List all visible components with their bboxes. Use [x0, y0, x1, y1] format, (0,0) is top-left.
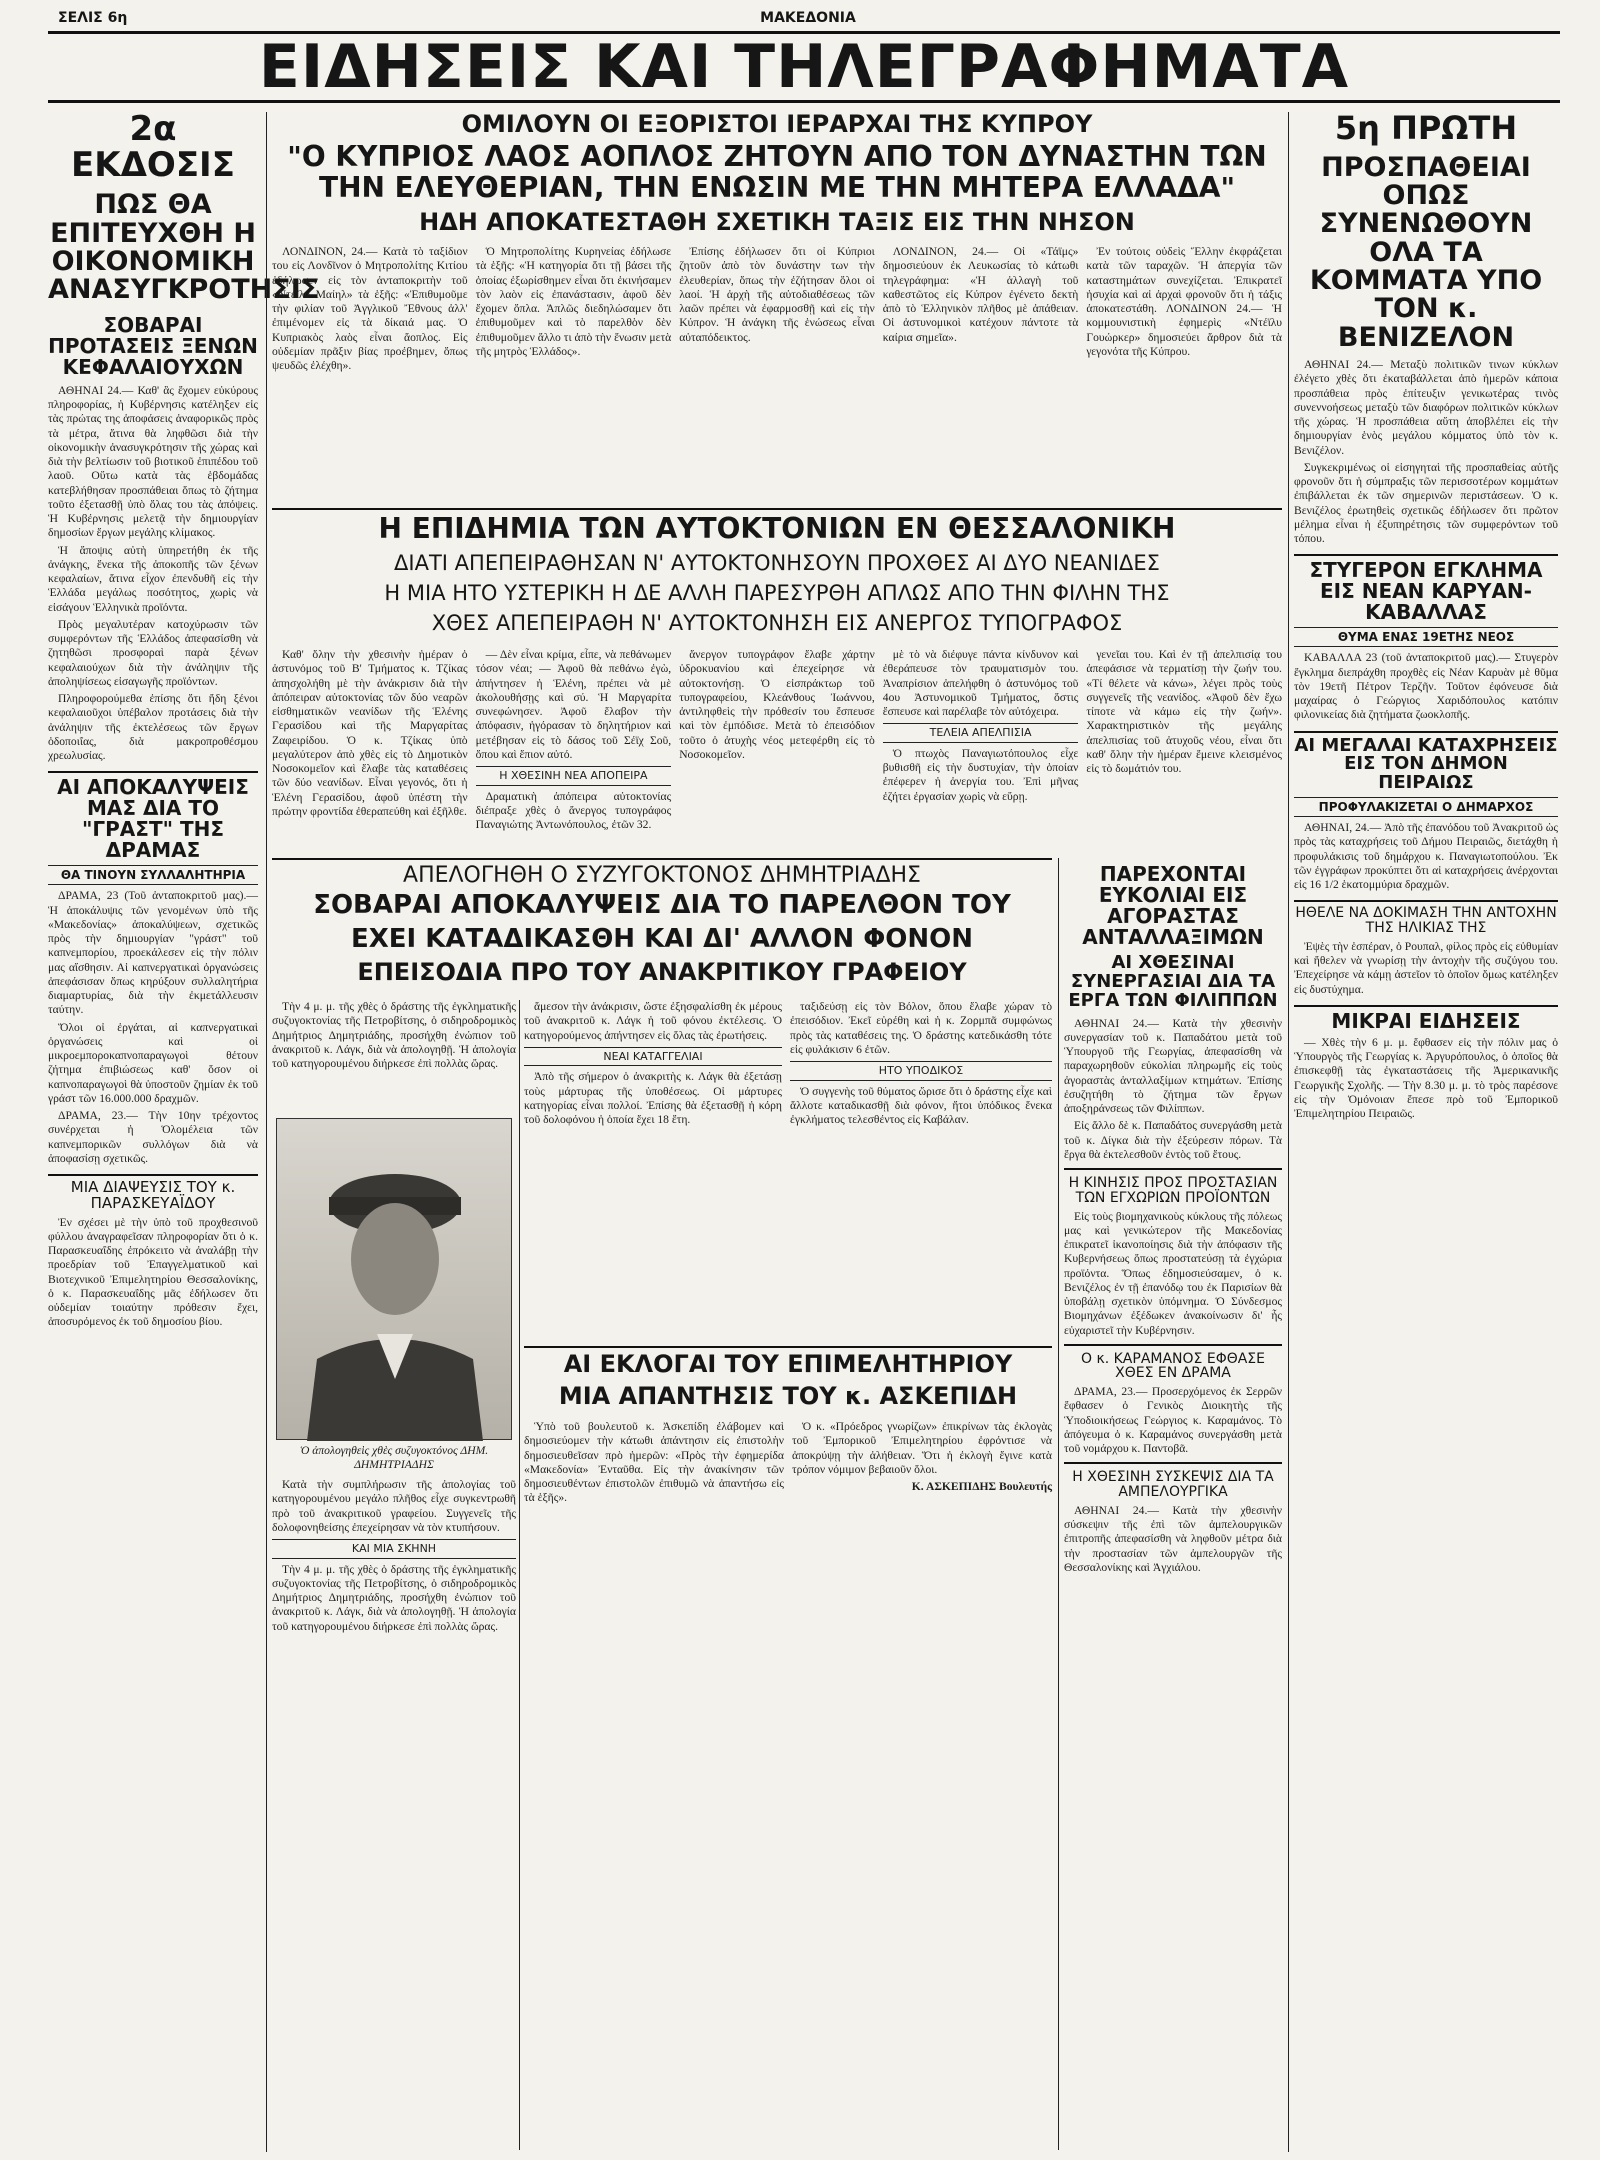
cyprus-headline-2: "Ο ΚΥΠΡΙΟΣ ΛΑΟΣ ΑΟΠΛΟΣ ΖΗΤΟΥΝ ΑΠΟ ΤΟΝ ΔΥΝΑΣΤΗΝ ΤΩΝ ΤΗΝ ΕΛΕΥΘΕΡΙΑΝ, ΤΗΝ ΕΝΩΣΙΝ ΜΕ ΤΗΝ ΜΗΤΕΡΑ ΕΛΛΑΔΑ": [287, 140, 1267, 204]
left-headline-1: ΠΩΣ ΘΑ ΕΠΙΤΕΥΧΘΗ Η ΟΙΚΟΝΟΜΙΚΗ ΑΝΑΣΥΓΚΡΟΤΗΣΙΣ: [48, 189, 320, 306]
subheading: ΚΑΙ ΜΙΑ ΣΚΗΝΗ: [272, 1539, 516, 1559]
cyprus-col: [1086, 245, 1282, 503]
edition-label: 2α ΕΚΔΟΣΙΣ: [71, 109, 235, 185]
paragraph: Ὁ συγγενὴς τοῦ θύματος ὥρισε ὅτι ὁ δράστης εἶχε καὶ ἄλλοτε καταδικασθῇ διὰ φόνον, ἤτοι ὑπόδικος ἕνεκα ἐγκλήματος τελεσθέντος εἰς Καβάλαν.: [790, 1084, 1052, 1127]
center-right-column: [1064, 864, 1282, 2152]
left-subheadline-2: ΘΑ ΤΙΝΟΥΝ ΣΥΛΛΑΛΗΤΗΡΙΑ: [48, 865, 258, 885]
paragraph: Ἀπὸ τῆς σήμερον ὁ ἀνακριτὴς κ. Λάγκ θὰ ἐξετάσῃ τοὺς μάρτυρας τῆς ὑποθέσεως. Οἱ μάρτυρες κατηγορίας εἶναι πολλοί. Ἐπίσης θὰ ἐξετασθῇ ἡ κόρη τοῦ δολοφόνου ἡ ὁποία ἔχει 18 ἔτη.: [524, 1070, 782, 1127]
suicide-headline-4: ΧΘΕΣ ΑΠΕΠΕΙΡΑΘΗ Ν' ΑΥΤΟΚΤΟΝΗΣΗ ΕΙΣ ΑΝΕΡΓΟΣ ΤΥΠΟΓΡΑΦΟΣ: [431, 611, 1123, 635]
murder-article-col1: [272, 1000, 516, 1115]
left-article-1: [48, 384, 258, 764]
left-column: [48, 109, 320, 2152]
column-rule: [1288, 112, 1289, 2152]
paragraph: — Χθὲς τὴν 6 μ. μ. ἔφθασεν εἰς τὴν πόλιν μας ὁ Ὑπουργὸς τῆς Γεωργίας κ. Ἀργυρόπουλος, ὁ ὁποῖος θὰ ἐπισκεφθῇ τὰς ἐγκαταστάσεις τῆς Ἀμερικανικῆς Γεωργικῆς Σχολῆς. — Τὴν 8.30 μ. μ. τὸ τρὸς παρέσονε εἰς τὴν Ὁμόνοιαν ἔπεσε πρὸ τοῦ Ἐμπορικοῦ Ἐπιμελητηρίου Πειραιῶς.: [1294, 1035, 1558, 1121]
portrait-illustration: [277, 1119, 513, 1441]
paragraph: Εἰς τοὺς βιομηχανικοὺς κύκλους τῆς πόλεως μας καὶ γενικώτερον τῆς Μακεδονίας ἐπικρατεῖ ἱκανοποίησις διὰ τὴν ἀπόφασιν τῆς Κυβερνήσεως ὅπως προστατεύσῃ τὰ ἐγχώρια προϊόντα. Ὅπως ἐδημοσιεύσαμεν, ὁ κ. Βενιζέλος ἐν τῇ ἐπανόδῳ του ἐκ Παρισίων θὰ ὑποβάλῃ σχετικὸν ὑπόμνημα. Ὁ Σύνδεσμος Βιομηχάνων ἐξέδωκεν ἀνακοίνωσιν δι' ἧς εὐχαριστεῖ τὴν Κυβέρνησιν.: [1064, 1209, 1282, 1337]
paragraph: Τὴν 4 μ. μ. τῆς χθὲς ὁ δράστης τῆς ἐγκληματικῆς συζυγοκτονίας τῆς Πετροβίτσης, ὁ σιδηροδρομικὸς Δημήτριος Δημητριάδης, προσήχθη ἐνώπιον τοῦ ἀνακριτοῦ κ. Λάγκ, διὰ νὰ ἀπολογηθῇ. Ἡ ἀπολογία τοῦ κατηγορουμένου διήρκεσε ἐπὶ πολλὰς ὥρας.: [272, 1000, 516, 1070]
suicide-headline-3: Η ΜΙΑ ΗΤΟ ΥΣΤΕΡΙΚΗ Η ΔΕ ΑΛΛΗ ΠΑΡΕΣΥΡΘΗ ΑΠΛΩΣ ΑΠΟ ΤΗΝ ΦΙΛΗΝ ΤΗΣ: [384, 581, 1170, 605]
paragraph: ΑΘΗΝΑΙ, 24.— Ἀπὸ τῆς ἐπανόδου τοῦ Ἀνακριτοῦ ὡς πρὸς τὰς καταχρήσεις τοῦ Δήμου Πειραιῶς, διετάχθη ἡ προφυλάκισις τοῦ δημάρχου κ. Παναγιωτοπούλου. Ἐκ τῶν ἐγγράφων προκύπτει ὅτι αἱ καταχρήσεις ἀνέρχονται εἰς 16 1/2 ἑκατομμύρια δραχμῶν.: [1294, 821, 1558, 892]
suicide-col: [272, 648, 468, 853]
paragraph: ΚΑΒΑΛΛΑ 23 (τοῦ ἀνταποκριτοῦ μας).— Στυγερὸν ἔγκλημα διεπράχθη προχθὲς εἰς Νέαν Καρυὰν μὲ θῦμα τὸν 19ετῆ Πέτρον Τερζῆν. Τοῦτον ἐφόνευσε διὰ μαχαίρας ὁ Γεώργιος Χαριδόπουλος κατόπιν φιλονικείας διὰ ζητήματα ζωοκλοπῆς.: [1294, 651, 1558, 722]
vine-article: [1064, 1504, 1282, 1575]
paragraph: Ἡ ἄποψις αὐτὴ ὑπηρετήθη ἐκ τῆς ἀνάγκης, ἕνεκα τῆς ἀποκοπῆς τῶν ξένων κεφαλαίων, ἅτινα εἶχον ἐπενδυθῆ εἰς τὴν Ἑλλάδα μεγάλως ποσότητος, χωρὶς νὰ εἰσάγουν Ἑλληνικὰ προϊόντα.: [48, 543, 258, 614]
paragraph: Καθ' ὅλην τὴν χθεσινὴν ἡμέραν ὁ ἀστυνόμος τοῦ Β' Τμήματος κ. Τζίκας ἀπησχολήθη μὲ τὴν ἀνάκρισιν διὰ τὴν ἀπόπειραν αὐτοκτονίας τῶν δύο νεαρῶν εἰσθηματικῶν νεανίδων τῆς Ἑλένης Γερασίδου καὶ τῆς Μαργαρίτας Ζαφειρίδου. Ὁ κ. Τζίκας ὑπὸ μεγαλύτερον ἀπὸ χθὲς εἰς τὸ Δημοτικὸν Νοσοκομεῖον καὶ ἔλαβε τὰς καταθέσεις τῶν δύο νεανίδων. Εἶναι γεγονός, ὅτι ἡ Ἑλένη Γερασίδου, ἀφοῦ ὑπέστη τὴν πρώτην φροντίδα ἐθεραπεύθη καὶ ἐξῆλθε.: [272, 648, 468, 818]
cyprus-col: [476, 245, 672, 503]
paragraph: Ὁ Μητροπολίτης Κυρηνείας ἐδήλωσε τὰ ἑξῆς: «Ἡ κατηγορία ὅτι τῇ βάσει τῆς ὁποίας ἐξωρίσθημεν εἶναι ὅτι ἐκινήσαμεν τὸν λαὸν εἰς ἐπανάστασιν, ἀφοῦ δὲν ἔχομεν ὅπλα. Ἁπλῶς διεδηλώσαμεν ὅτι ἐπιθυμοῦμεν καὶ τὸ παρελθὸν δὲν ἐπιθυμοῦμεν ἄλλο τι ἀπὸ τὴν ἕνωσιν μετὰ τῆς μητρὸς Ἑλλάδος».: [475, 245, 672, 358]
paragraph: Εἰς ἄλλο δὲ κ. Παπαδάτος συνεργάσθη μετὰ τοῦ κ. Δίγκα διὰ τὴν ἐξεύρεσιν πόρων. Τὰ ἔργα θὰ ἐκτελεσθοῦν ἐντὸς τοῦ ἔτους.: [1064, 1119, 1282, 1161]
left-headline-2: ΑΙ ΑΠΟΚΑΛΥΨΕΙΣ ΜΑΣ ΔΙΑ ΤΟ "ΓΡΑΣΤ" ΤΗΣ ΔΡΑΜΑΣ: [57, 775, 249, 863]
suicide-col: [883, 648, 1079, 853]
murder-article-col2: [524, 1000, 782, 1340]
left-headline-3: ΜΙΑ ΔΙΑΨΕΥΣΙΣ ΤΟΥ κ. ΠΑΡΑΣΚΕΥΑΪΔΟΥ: [70, 1178, 236, 1212]
portrait-photo: [276, 1118, 512, 1440]
chamber-col: [792, 1420, 1052, 2145]
paragraph: Συγκεκριμένως οἱ εἰσηγηταὶ τῆς προσπαθείας αὐτῆς φρονοῦν ὅτι ἡ σύμπραξις τῶν περισσοτέρων κομμάτων ἐπιβάλλεται ἐκ τῶν σημερινῶν περιστάσεων. Ὁ κ. Βενιζέλος ἐρωτηθεὶς σχετικῶς ἐδήλωσεν ὅτι πρῶτον μέλημα εἶναι ἡ ἐξυπηρέτησις τῶν συμφερόντων τοῦ τόπου.: [1294, 460, 1558, 545]
column-rule: [266, 112, 267, 2152]
right-article-5: [1294, 1036, 1558, 1122]
chamber-article: [524, 1420, 1052, 2145]
paragraph: γενεῖαι του. Καὶ ἐν τῇ ἀπελπισίᾳ του ἀπεφάσισε νὰ τερματίσῃ τὴν ζωήν του. «Τί θέλετε νὰ κάνω», λέγει πρὸς τοὺς συγγενεῖς τῆς νεανίδος. «Ἀφοῦ δὲν ἔχω τίποτε νὰ κάμω εἰς τὴν ζωήν». Χαρακτηριστικὸν τῆς μεγάλης ἀπελπισίας τοῦ ἀτυχοῦς νέου, εἶναι ὅτι καθ' ὅλην τὴν ἡμέραν ἔμεινε κλεισμένος εἰς τὸ δωμάτιόν του.: [1086, 648, 1282, 775]
paragraph: ΔΡΑΜΑ, 23 (Τοῦ ἀνταποκριτοῦ μας).— Ἡ ἀποκάλυψις τῶν γενομένων ὑπὸ τῆς «Μακεδονίας» ἀποκαλύψεων, σχετικῶς πρὸς τὴν δημιουργίαν "γράστ" τοῦ καπνεμπορίου, προεκάλεσεν εἰς τὴν πόλιν μας αἴσθησιν. Αἱ καπνεργατικαὶ ὀργανώσεις ἀπεφάσισαν ὅπως κηρύξουν συλλαλητήρια διαμαρτυρίας, διὰ τὴν ἐκμετάλλευσιν ταύτην.: [48, 889, 258, 1017]
section-rule: [272, 508, 1282, 510]
paragraph: Ὑπὸ τοῦ βουλευτοῦ κ. Ἀσκεπίδη ἐλάβομεν καὶ δημοσιεύομεν τὴν κάτωθι ἀπάντησιν εἰς ἐπιστολὴν δημοσιευθεῖσαν πρὸ ἡμερῶν: «Πρὸς τὴν ἐφημερίδα «Μακεδονία» Ἐνταῦθα. Εἰς τὴν ἀνακίνησιν τῶν δημοσιευθέντων ἐπιστολῶν ἐπιθυμῶ νὰ ἀπαντήσω εἰς τὰ ἑξῆς».: [524, 1420, 784, 1505]
chamber-col: [524, 1420, 784, 2145]
right-article-2: [1294, 651, 1558, 722]
paragraph: ἄμεσον τὴν ἀνάκρισιν, ὥστε ἐξησφαλίσθη ἐκ μέρους τοῦ ἀνακριτοῦ κ. Λάγκ ἡ τοῦ φόνου ἐκτέλεσις. Ὁ κατηγορούμενος ἀπήντησεν εἰς ὅλας τὰς ἐρωτήσεις.: [524, 1000, 782, 1042]
cyprus-col: [883, 245, 1079, 503]
paragraph: Κατὰ τὴν συμπλήρωσιν τῆς ἀπολογίας τοῦ κατηγορουμένου μεγάλο πλῆθος εἶχε συγκεντρωθῆ πρὸ τοῦ ἀνακριτικοῦ γραφείου. Συγγενεῖς τῆς δολοφονηθείσης ἐπεχείρησαν νὰ τὸν κτυπήσουν.: [272, 1478, 516, 1534]
protection-headline: Η ΚΙΝΗΣΙΣ ΠΡΟΣ ΠΡΟΣΤΑΣΙΑΝ ΤΩΝ ΕΓΧΩΡΙΩΝ ΠΡΟΪΟΝΤΩΝ: [1068, 1175, 1278, 1206]
vine-headline: Η ΧΘΕΣΙΝΗ ΣΥΣΚΕΨΙΣ ΔΙΑ ΤΑ ΑΜΠΕΛΟΥΡΓΙΚΑ: [1072, 1469, 1274, 1501]
banner-title: ΕΙΔΗΣΕΙΣ ΚΑΙ ΤΗΛΕΓΡΑΦΗΜΑΤΑ: [258, 32, 1350, 102]
karamanos-headline: Ο κ. ΚΑΡΑΜΑΝΟΣ ΕΦΘΑΣΕ ΧΘΕΣ ΕΝ ΔΡΑΜΑ: [1081, 1350, 1265, 1382]
right-subheadline-2: ΘΥΜΑ ΕΝΑΣ 19ΕΤΗΣ ΝΕΟΣ: [1294, 627, 1558, 647]
philippi-article: [1064, 1017, 1282, 1163]
header-bar: [48, 10, 1558, 30]
paragraph: ΔΡΑΜΑ, 23.— Τὴν 10ην τρέχοντος συνέρχεται ἡ Ὁλομέλεια τῶν καπνεμπορικῶν συλλόγων διὰ νὰ ἀποφασίσῃ σχετικῶς.: [48, 1109, 258, 1165]
right-column: [1294, 109, 1558, 2152]
murder-article-col1b: [272, 1478, 516, 1873]
paragraph: Πληροφορούμεθα ἐπίσης ὅτι ἤδη ξένοι κεφαλαιοῦχοι ὑπέβαλον προτάσεις διὰ τὴν ἀνάληψιν τῆς ἐκτελέσεως τῶν ἔργων ὁδοποιΐας, διὰ μακροπροθέσμου χρεωλυσίας.: [48, 692, 258, 762]
karamanos-article: [1064, 1385, 1282, 1456]
right-headline-4: ΗΘΕΛΕ ΝΑ ΔΟΚΙΜΑΣΗ ΤΗΝ ΑΝΤΟΧΗΝ ΤΗΣ ΗΛΙΚΙΑΣ ΤΗΣ: [1295, 905, 1557, 937]
subheading: ΤΕΛΕΙΑ ΑΠΕΛΠΙΣΙΑ: [883, 723, 1079, 743]
cyprus-headline-3: ΗΔΗ ΑΠΟΚΑΤΕΣΤΑΘΗ ΣΧΕΤΙΚΗ ΤΑΞΙΣ ΕΙΣ ΤΗΝ ΝΗΣΟΝ: [419, 208, 1135, 236]
paragraph: ΑΘΗΝΑΙ 24.— Καθ' ἃς ἔχομεν εὐκύρους πληροφορίας, ἡ Κυβέρνησις κατέληξεν εἰς τὰς πρώτας της ἀποφάσεις ἀναφορικῶς πρὸς τὰ μέτρα, ἅτινα θὰ ληφθῶσι διὰ τὴν οἰκονομικὴν ἀνασυγκρότησιν τῆς χώρας καὶ διὰ τὴν βελτίωσιν τοῦ βιοτικοῦ ἐπιπέδου τοῦ λαοῦ. Οὕτω κατὰ τὰς ἑβδομάδας κατεβλήθησαν προσπάθειαι ὅπως τὸ ζήτημα τοῦτο ἐξετασθῇ ὑπὸ ὅλας του τὰς ἀπόψεις. Ἡ Κυβέρνησις μελετᾷ τὴν δημιουργίαν δημοσίων ἔργων μεγάλης κλίμακος.: [48, 383, 258, 540]
paragraph: ΑΘΗΝΑΙ 24.— Κατὰ τὴν χθεσινὴν συνεργασίαν τοῦ κ. Παπαδάτου μετὰ τοῦ Ὑπουργοῦ τῆς Γεωργίας, ἀπεφασίσθη νὰ παραχωρηθοῦν εὐκολίαι πληρωμῆς εἰς τοὺς ἀγοραστὰς ἀνταλλαξίμων κτημάτων. Ἐπίσης ἐσυζητήθη τὸ ζήτημα τῶν ἔργων ἀποξηράνσεως τῶν Φιλίππων.: [1064, 1016, 1282, 1116]
cyprus-headline-1: ΟΜΙΛΟΥΝ ΟΙ ΕΞΟΡΙΣΤΟΙ ΙΕΡΑΡΧΑΙ ΤΗΣ ΚΥΠΡΟΥ: [461, 110, 1093, 138]
suicide-col: [679, 648, 875, 853]
paragraph: ΔΡΑΜΑ, 23.— Προσερχόμενος ἐκ Σερρῶν ἔφθασεν ὁ Γενικὸς Διοικητὴς τῆς Ὑποδιοικήσεως Γεώργιος κ. Καραμάνος. Τὸ ἀπόγευμα ὁ κ. Καραμάνος συνεργάσθη μετὰ τοῦ νομάρχου κ. Παντοβᾶ.: [1064, 1385, 1282, 1456]
paragraph: ταξιδεύσῃ εἰς τὸν Βόλον, ὅπου ἔλαβε χώραν τὸ ἐπεισόδιον. Ἐκεῖ εὑρέθη καὶ ἡ κ. Ζορμπᾶ συμφώνως πρὸς τὰς καταθέσεις της. Ὁ δράστης κατεδικάσθη τότε εἰς φυλάκισιν 6 ἐτῶν.: [790, 1000, 1052, 1056]
paragraph: Ὁ κ. «Πρόεδρος γνωρίζων» ἐπικρίνων τὰς ἐκλογὰς τοῦ Ἐμπορικοῦ Ἐπιμελητηρίου ἐφρόντισε νὰ ἀποκρύψῃ τὴν ἀλήθειαν. Ὅτι ἡ ἐκλογὴ ἔγινε κατὰ τρόπον νόμιμον βεβαιοῦν ὅλοι.: [792, 1420, 1052, 1476]
right-headline-5: ΜΙΚΡΑΙ ΕΙΔΗΣΕΙΣ: [1331, 1008, 1521, 1033]
right-headline-3: ΑΙ ΜΕΓΑΛΑΙ ΚΑΤΑΧΡΗΣΕΙΣ ΕΙΣ ΤΟΝ ΔΗΜΟΝ ΠΕΙΡΑΙΩΣ: [1294, 734, 1558, 794]
paragraph: Ἐν τούτοις οὐδεὶς Ἕλλην ἐκφράζεται κατὰ τῶν ταραχῶν. Ἡ ἀπεργία τῶν καταστημάτων συνεχίζεται. Ἐπικρατεῖ ἡσυχία καὶ αἱ ἀρχαὶ φρονοῦν ὅτι ἡ τάξις ἀποκατεστάθη. ΛΟΝΔΙΝΟΝ 24.— Ἡ κομμουνιστικὴ ἐφημερὶς «Ντέϊλυ Γουώρκερ» δημοσιεύει ἄρθρον διὰ τὰ γεγονότα τῆς Κύπρου.: [1086, 245, 1282, 358]
paragraph: ἄνεργον τυπογράφον ἔλαβε χάρτην ὑδροκυανίου καὶ ἐπεχείρησε νὰ αὐτοκτονήσῃ. Ὁ εἰσπράκτωρ τοῦ τυπογραφείου, Κλεάνθους Ἰωάννου, ἀντιληφθεὶς τὴν πρόθεσίν του ἔσπευσε καὶ τὸν ἐμπόδισε. Μετὰ τὸ ἐπεισόδιον τοῦτο ὁ ἀτυχὴς νέος μετεφέρθη εἰς τὸ Νοσοκομεῖον.: [679, 648, 875, 761]
chamber-reply-headline: ΜΙΑ ΑΠΑΝΤΗΣΙΣ ΤΟΥ κ. ΑΣΚΕΠΙΔΗ: [558, 1382, 1018, 1410]
signature: Κ. ΑΣΚΕΠΙΔΗΣ Βουλευτής: [911, 1480, 1052, 1493]
left-article-2: [48, 889, 258, 1166]
murder-headline-2: ΣΟΒΑΡΑΙ ΑΠΟΚΑΛΥΨΕΙΣ ΔΙΑ ΤΟ ΠΑΡΕΛΘΟΝ ΤΟΥ: [313, 890, 1011, 920]
right-article-1: [1294, 358, 1558, 546]
right-subheadline-3: ΠΡΟΦΥΛΑΚΙΖΕΤΑΙ Ο ΔΗΜΑΡΧΟΣ: [1294, 797, 1558, 817]
photo-caption: Ὁ ἀπολογηθεὶς χθὲς συζυγοκτόνος ΔΗΜ. ΔΗΜΗΤΡΙΑΔΗΣ: [299, 1444, 489, 1472]
protection-article: [1064, 1210, 1282, 1338]
paragraph: μὲ τὸ νὰ διέφυγε πάντα κίνδυνον καὶ ἐθεράπευσε τὸν τραυματισμὸν του. Ἀναπρίσιον ἀπελήφθη ὁ ἀστυνόμος τοῦ 4ου Ἀστυνομικοῦ Τμήματος, ὅστις ἔσπευσε καὶ παρέλαβε τὸν αὐτόχειρα.: [882, 648, 1079, 718]
paragraph: ΛΟΝΔΙΝΟΝ, 24.— Κατὰ τὸ ταξίδιον του εἰς Λονδῖνον ὁ Μητροπολίτης Κιτίου ἐδήλωσεν εἰς τὸν ἀνταποκριτὴν τοῦ «Ντέϊλυ Μαίηλ» τὰ ἑξῆς: «Ἐπιθυμοῦμε τὴν φιλίαν τοῦ Ἀγγλικοῦ Ἔθνους ἀλλ' ἐπιμένομεν εἰς τὰ δίκαιά μας. Ὁ Κυπριακὸς λαὸς εἶναι ἄοπλος. Εἰς οὐδεμίαν πρᾶξιν βίας προέβημεν, ὅπως ψευδῶς ἐλέχθη».: [272, 245, 468, 372]
right-headline-1: ΠΡΟΣΠΑΘΕΙΑΙ ΟΠΩΣ ΣΥΝΕΝΩΘΟΥΝ ΟΛΑ ΤΑ ΚΟΜΜΑΤΑ ΥΠΟ ΤΟΝ κ. ΒΕΝΙΖΕΛΟΝ: [1309, 151, 1543, 353]
philippi-headline: ΑΙ ΧΘΕΣΙΝΑΙ ΣΥΝΕΡΓΑΣΙΑΙ ΔΙΑ ΤΑ ΕΡΓΑ ΤΩΝ ΦΙΛΙΠΠΩΝ: [1068, 952, 1278, 1011]
suicide-headline-2: ΔΙΑΤΙ ΑΠΕΠΕΙΡΑΘΗΣΑΝ Ν' ΑΥΤΟΚΤΟΝΗΣΟΥΝ ΠΡΟΧΘΕΣ ΑΙ ΔΥΟ ΝΕΑΝΙΔΕΣ: [394, 551, 1160, 575]
murder-headline-4: ΕΠΕΙΣΟΔΙΑ ΠΡΟ ΤΟΥ ΑΝΑΚΡΙΤΙΚΟΥ ΓΡΑΦΕΙΟΥ: [357, 958, 967, 986]
paragraph: Ἐν σχέσει μὲ τὴν ὑπὸ τοῦ προχθεσινοῦ φύλλου ἀναγραφεῖσαν πληροφορίαν ὅτι ὁ κ. Παρασκευαΐδης ἐπρόκειτο νὰ ἀναλάβῃ τὴν προεδρίαν τοῦ Ἐπαγγελματικοῦ καὶ Βιοτεχνικοῦ Ἐπιμελητηρίου Θεσσαλονίκης, ὁ κ. Παρασκευαΐδης μᾶς ἐδήλωσεν ὅτι οὐδεμίαν τοιαύτην πρόθεσιν ἔχει, ἀποσυρόμενος ἐκ τοῦ δημοσίου βίου.: [48, 1215, 258, 1329]
suicide-article: [272, 648, 1282, 853]
section-rule: [272, 858, 1052, 860]
chamber-election-headline: ΑΙ ΕΚΛΟΓΑΙ ΤΟΥ ΕΠΙΜΕΛΗΤΗΡΙΟΥ: [563, 1350, 1013, 1378]
left-article-3: [48, 1216, 258, 1330]
paragraph: — Δὲν εἶναι κρίμα, εἶπε, νὰ πεθάνωμεν τόσον νέαι; — Ἀφοῦ θὰ πεθάνω ἐγὼ, ἀπήντησεν ἡ Ἑλένη, πρέπει νὰ μὲ ἀκολουθήσῃς καὶ σύ. Ἡ Μαργαρίτα συνεφώνησεν. Ἀφοῦ ἔλαβον τὴν ἀπόφασιν, ἠγόρασαν τὸ δηλητήριον καὶ μετέβησαν εἰς τὸ δάσος τοῦ Σέϊχ Σοῦ, ὅπου καὶ ἔπιον αὐτό.: [475, 648, 672, 761]
paragraph: Πρὸς μεγαλυτέραν κατοχύρωσιν τῶν συμφερόντων τῆς Ἑλλάδος ἀπεφασίσθη νὰ ζητηθῶσι προσφοραὶ παρὰ ξένων κεφαλαιούχων διὰ τὴν ἀνάληψιν τῆς ἀποληψίσεως εἰσαγωγῆς προϊόντων.: [48, 617, 258, 688]
paragraph: ΑΘΗΝΑΙ 24.— Κατὰ τὴν χθεσινὴν σύσκεψιν τῆς ἐπὶ τῶν ἀμπελουργικῶν ἐπιτροπῆς ἀπεφασίσθη νὰ ληφθοῦν μέτρα διὰ τὴν προστασίαν τῶν ἀμπελουργῶν τῆς Θεσσαλονίκης καὶ Ἀγχιάλου.: [1064, 1503, 1282, 1574]
exchange-headline: ΠΑΡΕΧΟΝΤΑΙ ΕΥΚΟΛΙΑΙ ΕΙΣ ΑΓΟΡΑΣΤΑΣ ΑΝΤΑΛΛΑΞΙΜΩΝ: [1082, 862, 1264, 949]
suicide-headline-1: Η ΕΠΙΔΗΜΙΑ ΤΩΝ ΑΥΤΟΚΤΟΝΙΩΝ ΕΝ ΘΕΣΣΑΛΟΝΙΚΗ: [378, 512, 1176, 545]
right-article-4: [1294, 940, 1558, 997]
paragraph: ΛΟΝΔΙΝΟΝ, 24.— Οἱ «Τάϊμς» δημοσιεύουν ἐκ Λευκωσίας τὸ κάτωθι τηλεγράφημα: «Ἡ ἀλλαγὴ τοῦ καθεστῶτος εἰς Κύπρον ἐγένετο δεκτὴ ἀπὸ τὸ Ἑλληνικὸν πλῆθος μὲ ἀπάθειαν. Οἱ ἀστυνομικοὶ κατέχουν πάντοτε τὰ καίρια σημεῖα».: [882, 245, 1079, 344]
paragraph: Ὅλοι οἱ ἐργάται, αἱ καπνεργατικαὶ ὀργανώσεις καὶ οἱ μικροεμποροκαπνοπαραγωγοὶ θέτουν ζήτημα ἐπιβιώσεως καθ' ὅσον οἱ καπνοπαραγωγοὶ θὰ ὑποστοῦν ζημίαν ἐκ τοῦ γράστ τῶν 16.000.000 δραχμῶν.: [48, 1020, 258, 1105]
suicide-col: [476, 648, 672, 853]
newspaper-name: ΜΑΚΕΔΟΝΙΑ: [760, 10, 856, 26]
left-subheadline-1: ΣΟΒΑΡΑΙ ΠΡΟΤΑΣΕΙΣ ΞΕΝΩΝ ΚΕΦΑΛΑΙΟΥΧΩΝ: [48, 312, 258, 379]
right-article-3: [1294, 821, 1558, 892]
right-headline-2: ΣΤΥΓΕΡΟΝ ΕΓΚΛΗΜΑ ΕΙΣ ΝΕΑΝ ΚΑΡΥΑΝ-ΚΑΒΑΛΛΑΣ: [1309, 558, 1543, 625]
cyprus-col: [679, 245, 875, 503]
cyprus-col: [272, 245, 468, 503]
column-rule: [519, 1000, 520, 2150]
subheading: Η ΧΘΕΣΙΝΗ ΝΕΑ ΑΠΟΠΕΙΡΑ: [476, 766, 672, 786]
right-edition-label: 5η ΠΡΩΤΗ: [1334, 109, 1518, 147]
paragraph: ΑΘΗΝΑΙ 24.— Μεταξὺ πολιτικῶν τινων κύκλων ἐλέγετο χθὲς ὅτι ἐκαταβάλλεται ἀπὸ ἡμερῶν κάποια προσπάθεια πρὸς ἐπίτευξιν γενικωτέρας τινὸς συνεννοήσεως μεταξὺ τῶν διαφόρων πολιτικῶν κύκλων τῆς χώρας. Ἡ προσπάθεια αὕτη ἀποβλέπει εἰς τὴν δημιουργίαν ἑνὸς μεγάλου κόμματος ὑπὸ τὸν κ. Βενιζέλον.: [1294, 358, 1558, 457]
cyprus-article: [272, 245, 1282, 503]
murder-article-col3: [790, 1000, 1052, 1340]
murder-headline-1: ΑΠΕΛΟΓΗΘΗ Ο ΣΥΖΥΓΟΚΤΟΝΟΣ ΔΗΜΗΤΡΙΑΔΗΣ: [403, 863, 921, 888]
column-rule: [1058, 858, 1059, 2150]
paragraph: Ὁ πτωχὸς Παναγιωτόπουλος εἶχε βυθισθῆ εἰς τὴν δυστυχίαν, τὴν ὁποίαν ἐπέφερεν ἡ ἀνεργία του. Ἐπὶ μῆνας ἐζήτει ἐργασίαν χωρὶς νὰ εὕρῃ.: [882, 746, 1079, 803]
paragraph: Τὴν 4 μ. μ. τῆς χθὲς ὁ δράστης τῆς ἐγκληματικῆς συζυγοκτονίας τῆς Πετροβίτσης, ὁ σιδηροδρομικὸς Δημήτριος Δημητριάδης, προσήχθη ἐνώπιον τοῦ ἀνακριτοῦ κ. Λάγκ, διὰ νὰ ἀπολογηθῇ. Ἡ ἀπολογία τοῦ κατηγορουμένου διήρκεσε ἐπὶ πολλὰς ὥρας.: [272, 1562, 516, 1633]
subheading: ΗΤΟ ΥΠΟΔΙΚΟΣ: [790, 1061, 1052, 1081]
paragraph: Ἐπίσης ἐδήλωσεν ὅτι οἱ Κύπριοι ζητοῦν ἀπὸ τὸν δυνάστην των τὴν ἐλευθερίαν, ὅπως τὴν ἐζήτησαν ὅλοι οἱ λαοί. Ἡ ἀρχὴ τῆς αὐτοδιαθέσεως τῶν λαῶν πρέπει νὰ ἐφαρμοσθῇ καὶ εἰς τὴν Κύπρον. Ἡ ἀνάγκη τῆς ἑνώσεως εἶναι αὐταπόδεικτος.: [679, 245, 875, 344]
subheading: ΝΕΑΙ ΚΑΤΑΓΓΕΛΙΑΙ: [524, 1047, 782, 1067]
page-number: ΣΕΛΙΣ 6η: [58, 10, 128, 26]
paragraph: Δραματικὴ ἀπόπειρα αὐτοκτονίας διέπραξε χθὲς ὁ ἄνεργος τυπογράφος Παναγιώτης Ἀντωνόπουλος, ἐτῶν 32.: [475, 789, 672, 832]
murder-headline-3: ΕΧΕΙ ΚΑΤΑΔΙΚΑΣΘΗ ΚΑΙ ΔΙ' ΑΛΛΟΝ ΦΟΝΟΝ: [350, 924, 974, 954]
suicide-col: [1086, 648, 1282, 853]
paragraph: Ἐψὲς τὴν ἑσπέραν, ὁ Ρουπαλ, φίλος πρὸς εἰς εὐθυμίαν καὶ ἤθελεν νὰ γνωρίσῃ τὴν ἀντοχὴν τῆς συζύγου του. Ἐπεχείρησε νὰ κάμῃ ἀστεῖον τὸ ὁποῖον ὅμως κατέληξεν εἰς δυστύχημα.: [1294, 939, 1558, 996]
section-rule: [524, 1346, 1052, 1348]
